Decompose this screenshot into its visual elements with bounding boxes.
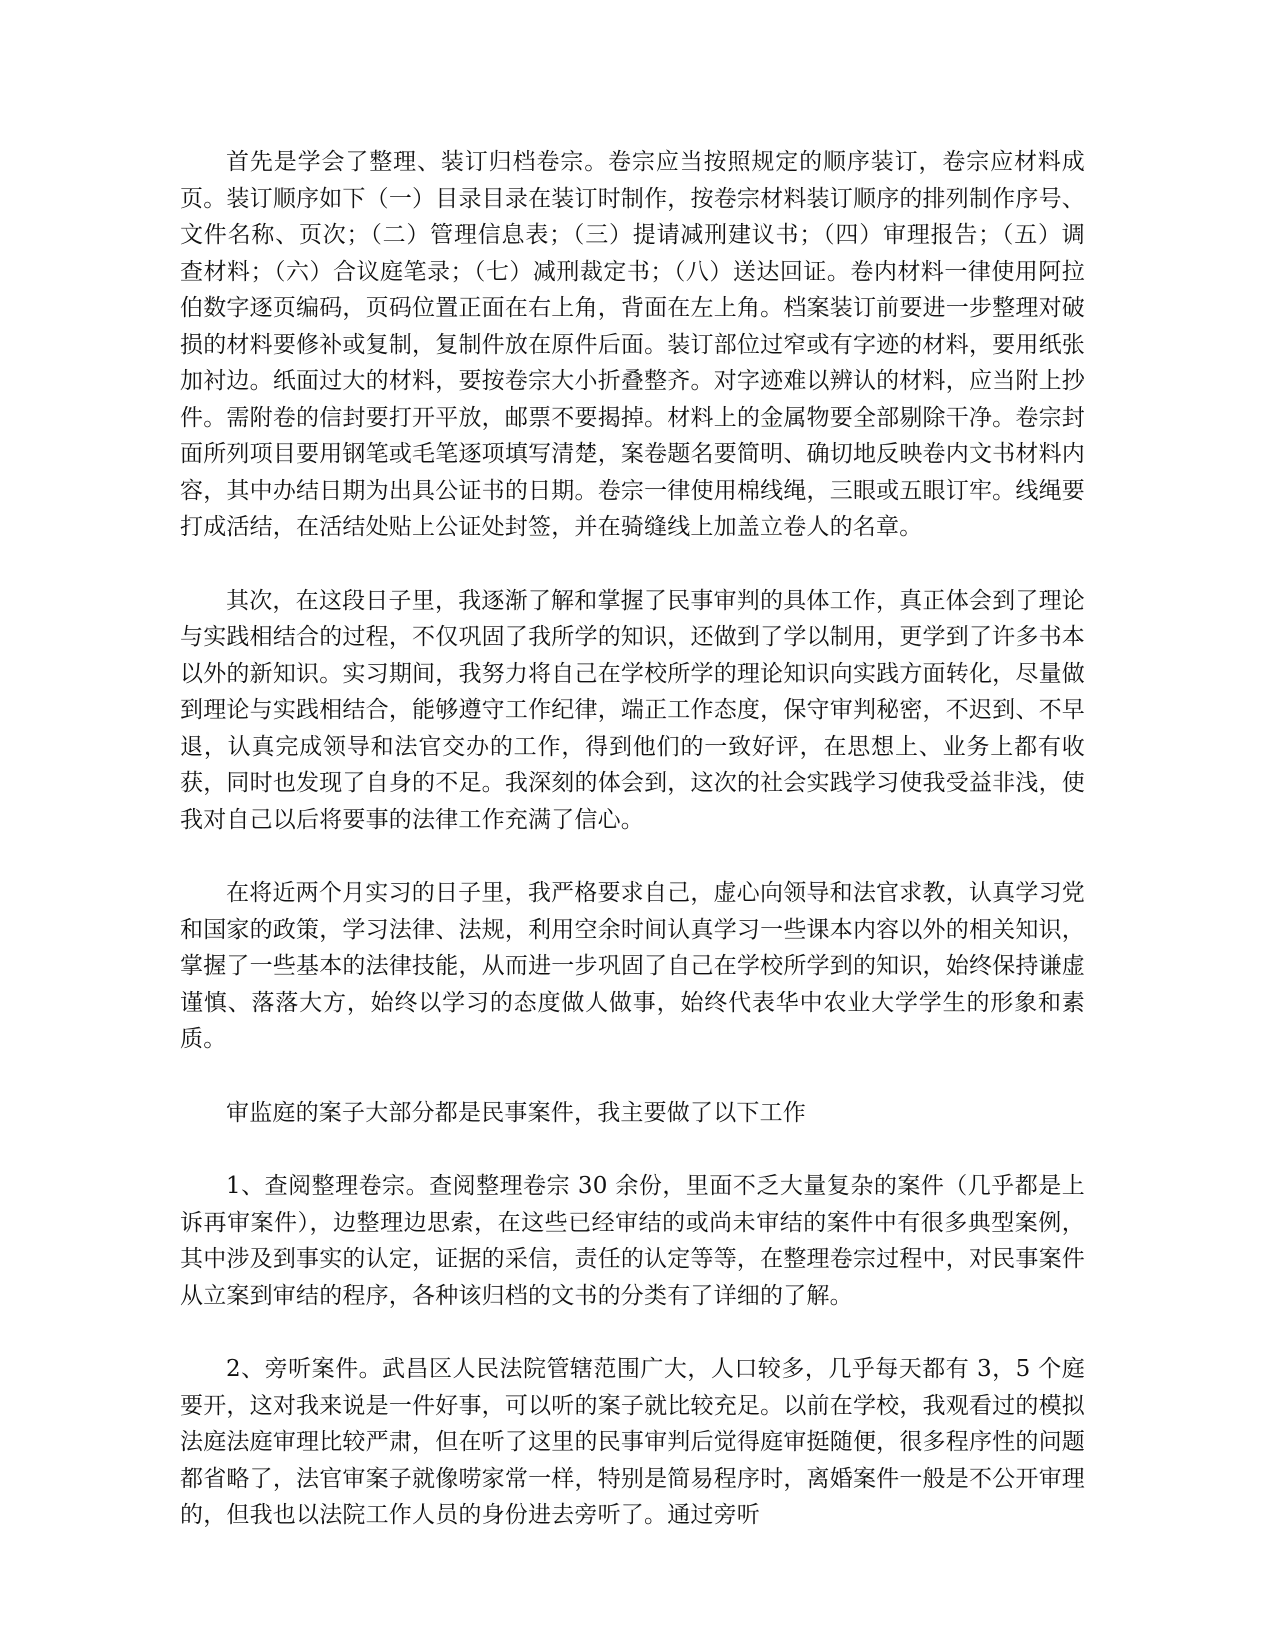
paragraph-gap: [180, 838, 1085, 875]
paragraph-gap: [180, 546, 1085, 583]
paragraph-archiving: 首先是学会了整理、装订归档卷宗。卷宗应当按照规定的顺序装订，卷宗应材料成页。装订顺序如下（一）目录目录在装订时制作，按卷宗材料装订顺序的排列制作序号、文件名称、页次；（二）管理信息表；（三）提请减刑建议书；（四）审理报告；（五）调查材料；（六）合议庭笔录；（七）减刑裁定书；（八）送达回证。卷内材料一律使用阿拉伯数字逐页编码，页码位置正面在右上角，背面在左上角。档案装订前要进一步整理对破损的材料要修补或复制，复制件放在原件后面。装订部位过窄或有字迹的材料，要用纸张加衬边。纸面过大的材料，要按卷宗大小折叠整齐。对字迹难以辨认的材料，应当附上抄件。需附卷的信封要打开平放，邮票不要揭掉。材料上的金属物要全部剔除干净。卷宗封面所列项目要用钢笔或毛笔逐项填写清楚，案卷题名要简明、确切地反映卷内文书材料内容，其中办结日期为出具公证书的日期。卷宗一律使用棉线绳，三眼或五眼订牢。线绳要打成活结，在活结处贴上公证处封签，并在骑缝线上加盖立卷人的名章。: [180, 149, 1085, 540]
paragraph-gap: [180, 1131, 1085, 1168]
paragraph-gap: [180, 1058, 1085, 1095]
paragraph-civil-trial: 其次，在这段日子里，我逐渐了解和掌握了民事审判的具体工作，真正体会到了理论与实践相结合的过程，不仅巩固了我所学的知识，还做到了学以制用，更学到了许多书本以外的新知识。实习期间，我努力将自己在学校所学的理论知识向实践方面转化，尽量做到理论与实践相结合，能够遵守工作纪律，端正工作态度，保守审判秘密，不迟到、不早退，认真完成领导和法官交办的工作，得到他们的一致好评，在思想上、业务上都有收获，同时也发现了自身的不足。我深刻的体会到，这次的社会实践学习使我受益非浅，使我对自己以后将要事的法律工作充满了信心。: [180, 587, 1085, 833]
paragraph-item-1: 1、查阅整理卷宗。查阅整理卷宗 30 余份，里面不乏大量复杂的案件（几乎都是上诉再审案件），边整理边思索，在这些已经审结的或尚未审结的案件中有很多典型案例，其中涉及到事实的认定，证据的采信，责任的认定等等，在整理卷宗过程中，对民事案件从立案到审结的程序，各种该归档的文书的分类有了详细的了解。: [180, 1173, 1085, 1309]
paragraph-gap: [180, 1314, 1085, 1351]
document-body: [180, 144, 1085, 1534]
paragraph-work-intro: 审监庭的案子大部分都是民事案件，我主要做了以下工作: [226, 1099, 806, 1126]
paragraph-internship-attitude: 在将近两个月实习的日子里，我严格要求自己，虚心向领导和法官求教，认真学习党和国家的政策，学习法律、法规，利用空余时间认真学习一些课本内容以外的相关知识，掌握了一些基本的法律技能，从而进一步巩固了自己在学校所学到的知识，始终保持谦虚谨慎、落落大方，始终以学习的态度做人做事，始终代表华中农业大学学生的形象和素质。: [180, 880, 1085, 1052]
paragraph-item-2: 2、旁听案件。武昌区人民法院管辖范围广大，人口较多，几乎每天都有 3，5 个庭要开，这对我来说是一件好事，可以听的案子就比较充足。以前在学校，我观看过的模拟法庭法庭审理比较严肃，但在听了这里的民事审判后觉得庭审挺随便，很多程序性的问题都省略了，法官审案子就像唠家常一样，特别是简易程序时，离婚案件一般是不公开审理的，但我也以法院工作人员的身份进去旁听了。通过旁听: [180, 1356, 1085, 1528]
